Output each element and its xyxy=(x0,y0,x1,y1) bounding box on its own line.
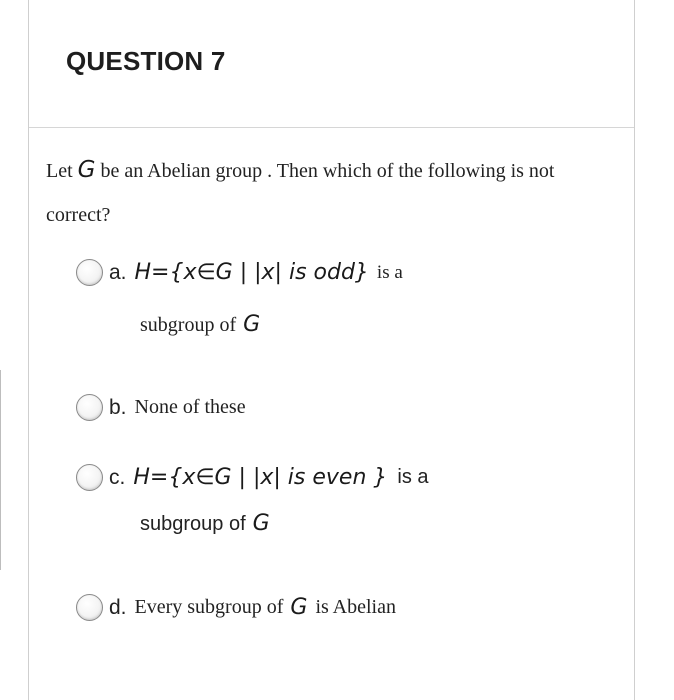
radio-button-d[interactable] xyxy=(76,594,103,621)
option-b-letter: b. xyxy=(109,395,127,419)
option-c-letter: c. xyxy=(109,465,126,489)
option-a[interactable] xyxy=(76,259,403,286)
question-text-rest: be an Abelian group . Then which of the following is not correct? xyxy=(46,160,555,226)
option-c-continuation xyxy=(140,511,270,536)
option-c[interactable] xyxy=(76,464,429,491)
group-symbol: G xyxy=(77,157,96,183)
option-a-tail: is a xyxy=(376,261,403,283)
option-a-continuation-text: subgroup of xyxy=(140,314,237,336)
option-d[interactable] xyxy=(76,594,396,621)
option-d-symbol: G xyxy=(290,595,308,620)
option-b[interactable] xyxy=(76,394,246,421)
option-a-letter: a. xyxy=(109,260,127,284)
page-edge xyxy=(0,370,1,570)
question-title: QUESTION 7 xyxy=(66,46,226,76)
question-text xyxy=(46,148,606,237)
radio-button-b[interactable] xyxy=(76,394,103,421)
option-d-text-rest: is Abelian xyxy=(315,596,396,618)
option-a-math: H={x∈G | |x| is odd} xyxy=(134,260,369,285)
option-c-math: H={x∈G | |x| is even } xyxy=(133,465,388,490)
option-c-symbol: G xyxy=(252,511,270,536)
option-d-text-lead: Every subgroup of xyxy=(134,596,284,618)
option-b-text: None of these xyxy=(134,396,246,418)
option-c-tail: is a xyxy=(397,466,429,488)
question-text-lead: Let xyxy=(46,160,73,182)
radio-button-a[interactable] xyxy=(76,259,103,286)
title-divider xyxy=(29,127,634,128)
option-c-continuation-text: subgroup of xyxy=(140,513,246,535)
option-d-letter: d. xyxy=(109,595,127,619)
option-a-continuation xyxy=(140,312,260,337)
radio-button-c[interactable] xyxy=(76,464,103,491)
option-a-symbol: G xyxy=(243,312,261,337)
